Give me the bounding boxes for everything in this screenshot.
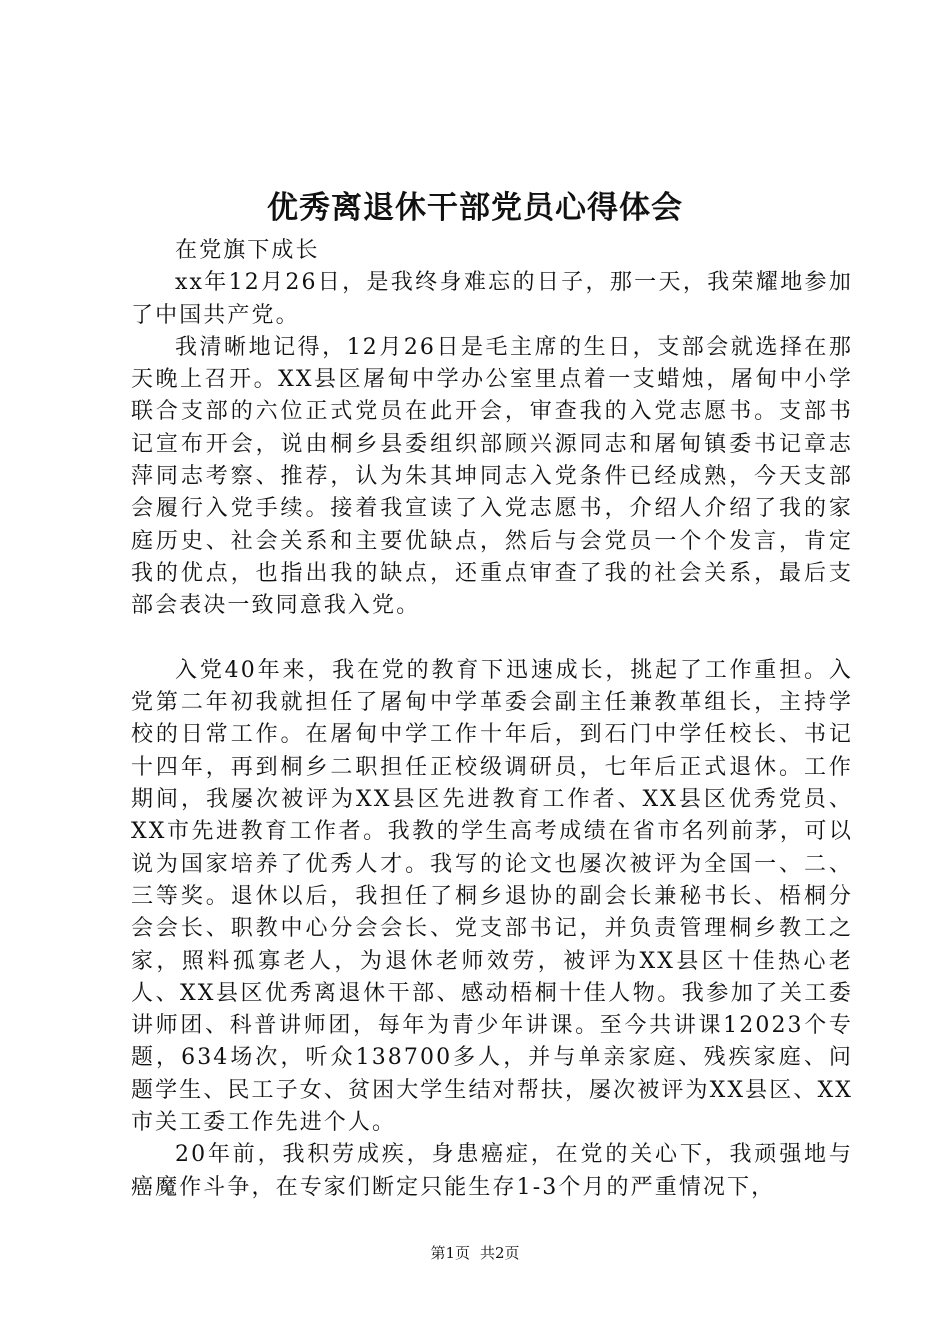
paragraph: xx年12月26日，是我终身难忘的日子，那一天，我荣耀地参加了中国共产党。 xyxy=(131,270,853,328)
section-heading: 在党旗下成长 xyxy=(175,238,320,263)
page-footer xyxy=(0,1243,950,1263)
paragraph-spacer xyxy=(131,623,853,655)
page-number: 第1页 xyxy=(430,1244,470,1262)
paragraph: 入党40年来，我在党的教育下迅速成长，挑起了工作重担。入党第二年初我就担任了屠甸中学革委会副主任兼教革组长，主持学校的日常工作。在屠甸中学工作十年后，到石门中学任校长、书记十四年，再到桐乡二职担任正校级调研员，七年后正式退休。工作期间，我屡次被评为XX县区先进教育工作者、XX县区优秀党员、XX市先进教育工作者。我教的学生高考成绩在省市名列前茅，可以说为国家培养了优秀人才。我写的论文也屡次被评为全国一、二、三等奖。退休以后，我担任了桐乡退协的副会长兼秘书长、梧桐分会会长、职教中心分会会长、党支部书记，并负责管理桐乡教工之家，照料孤寡老人，为退休老师效劳，被评为XX县区十佳热心老人、XX县区优秀离退休干部、感动梧桐十佳人物。我参加了关工委讲师团、科普讲师团，每年为青少年讲课。至今共讲课12023个专题，634场次，听众138700多人，并与单亲家庭、残疾家庭、问题学生、民工子女、贫困大学生结对帮扶，屡次被评为XX县区、XX市关工委工作先进个人。 xyxy=(131,657,853,1136)
paragraph: 20年前，我积劳成疾，身患癌症，在党的关心下，我顽强地与癌魔作斗争，在专家们断定只能生存1-3个月的严重情况下， xyxy=(131,1142,853,1200)
document-title: 优秀离退休干部党员心得体会 xyxy=(267,190,683,226)
page-total: 共2页 xyxy=(480,1244,520,1262)
paragraph: 我清晰地记得，12月26日是毛主席的生日，支部会就选择在那天晚上召开。XX县区屠甸中学办公室里点着一支蜡烛，屠甸中小学联合支部的六位正式党员在此开会，审查我的入党志愿书。支部书记宣布开会，说由桐乡县委组织部顾兴源同志和屠甸镇委书记章志萍同志考察、推荐，认为朱其坤同志入党条件已经成熟，今天支部会履行入党手续。接着我宣读了入党志愿书，介绍人介绍了我的家庭历史、社会关系和主要优缺点，然后与会党员一个个发言，肯定我的优点，也指出我的缺点，还重点审查了我的社会关系，最后支部会表决一致同意我入党。 xyxy=(131,334,853,619)
document-body xyxy=(131,235,853,1204)
